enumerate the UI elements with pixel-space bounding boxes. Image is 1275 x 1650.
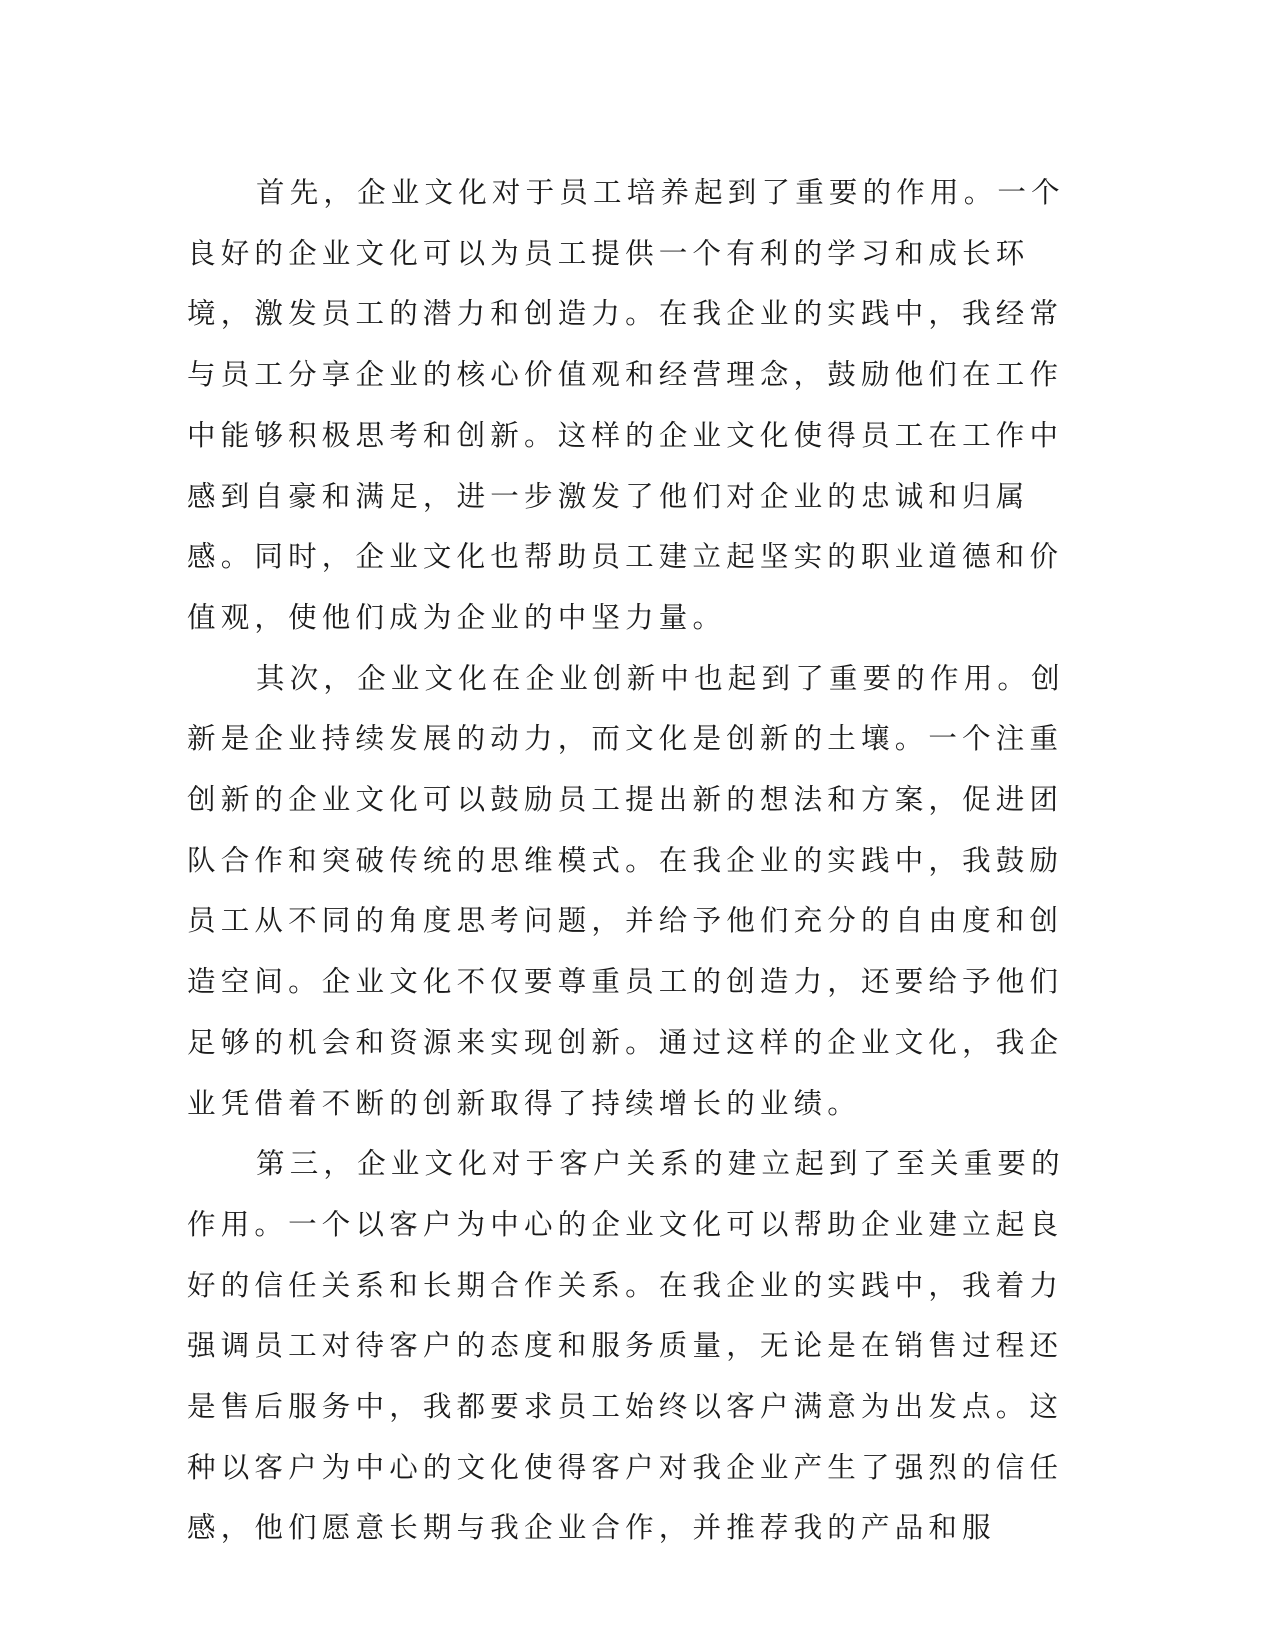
paragraph-customer-relations: 第三，企业文化对于客户关系的建立起到了至关重要的作用。一个以客户为中心的企业文化可以帮助企业建立起良好的信任关系和长期合作关系。在我企业的实践中，我着力强调员工对待客户的态度和服务质量，无论是在销售过程还是售后服务中，我都要求员工始终以客户满意为出发点。这种以客户为中心的文化使得客户对我企业产生了强烈的信任感，他们愿意长期与我企业合作，并推荐我的产品和服 — [187, 1147, 1065, 1545]
paragraph-employee-training: 首先，企业文化对于员工培养起到了重要的作用。一个良好的企业文化可以为员工提供一个有利的学习和成长环境，激发员工的潜力和创造力。在我企业的实践中，我经常与员工分享企业的核心价值观和经营理念，鼓励他们在工作中能够积极思考和创新。这样的企业文化使得员工在工作中感到自豪和满足，进一步激发了他们对企业的忠诚和归属感。同时，企业文化也帮助员工建立起坚实的职业道德和价值观，使他们成为企业的中坚力量。 — [187, 176, 1065, 634]
body-text — [187, 163, 1067, 1559]
paragraph-innovation: 其次，企业文化在企业创新中也起到了重要的作用。创新是企业持续发展的动力，而文化是创新的土壤。一个注重创新的企业文化可以鼓励员工提出新的想法和方案，促进团队合作和突破传统的思维模式。在我企业的实践中，我鼓励员工从不同的角度思考问题，并给予他们充分的自由度和创造空间。企业文化不仅要尊重员工的创造力，还要给予他们足够的机会和资源来实现创新。通过这样的企业文化，我企业凭借着不断的创新取得了持续增长的业绩。 — [187, 661, 1065, 1120]
